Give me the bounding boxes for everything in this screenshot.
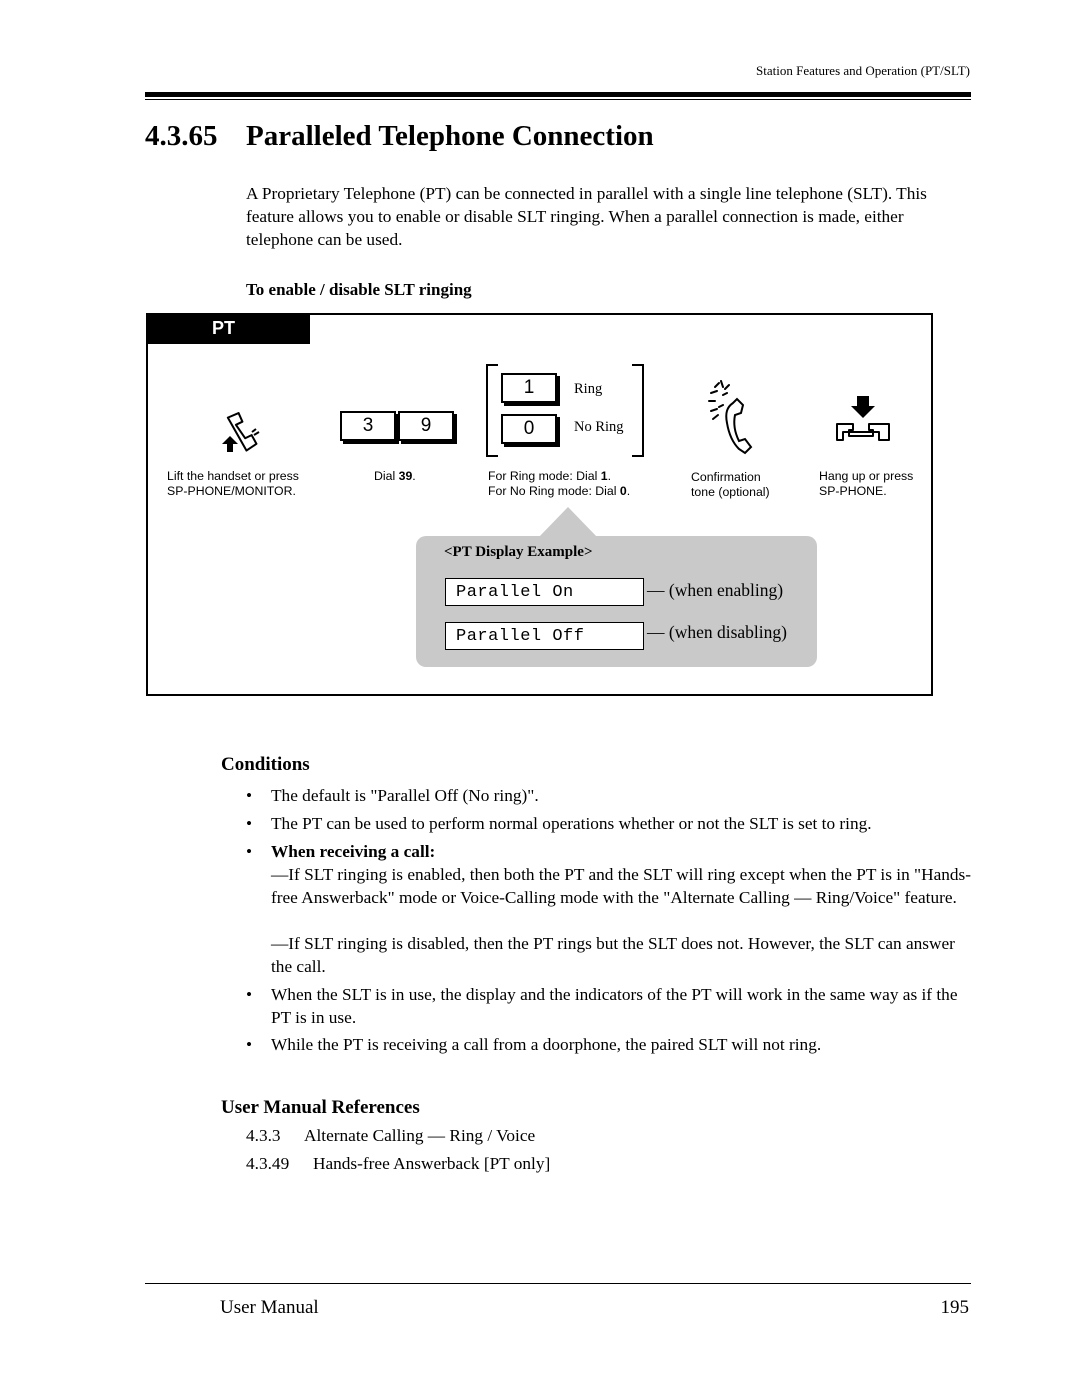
reference-1 [246,1126,535,1146]
offhook-caption-line1: Lift the handset or press [167,469,299,483]
ring-label: Ring [574,381,603,397]
header-rule-thin [145,99,971,100]
section-title-text: Paralleled Telephone Connection [246,120,654,152]
offhook-caption-line2: SP-PHONE/MONITOR. [167,484,296,498]
no-ring-mode-code: 0 [619,484,627,498]
condition-item-3-para2: —If SLT ringing is disabled, then the PT rings but the SLT does not. However, the SLT can answer the call. [271,934,955,976]
intro-paragraph: A Proprietary Telephone (PT) can be connected in parallel with a single line telephone (SLT). This feature allows you to enable or disable SLT ringing. When a parallel connection is made, either telephone can be used. [246,184,927,249]
dial-caption [374,469,416,484]
condition-item-4: When the SLT is in use, the display and the indicators of the PT will work in the same way as if the PT is in use. [271,985,958,1027]
dial-caption-suffix: . [412,469,416,483]
select-bracket-left-top [486,364,498,366]
reference-2-number: 4.3.49 [246,1154,290,1173]
dial-caption-prefix: Dial [374,469,399,483]
select-caption-line2 [488,484,630,499]
hang-up-caption-line1: Hang up or press [819,469,914,483]
references-heading: User Manual References [221,1097,420,1118]
when-enabling-note: — (when enabling) [647,580,784,600]
tone-caption [691,470,770,500]
footer-manual-name: User Manual [220,1297,319,1318]
no-ring-label: No Ring [574,419,624,435]
display-example-title: <PT Display Example> [444,544,593,560]
select-bracket-left [486,364,488,457]
select-bracket-right [642,364,644,457]
select-bracket-right-bottom [632,455,644,457]
dial-key-9: 9 [398,411,454,441]
hang-up-caption [819,469,913,499]
select-bracket-left-bottom [486,455,498,457]
page-number: 195 [940,1297,969,1318]
hang-up-icon [833,396,893,446]
condition-item-3-para1: —If SLT ringing is enabled, then both the PT and the SLT will ring except when the PT is in "Hands-free Answerback" mode or Voice-Calling mode with the "Alternate Calling — Ring/Voice" feature. [271,865,971,907]
no-ring-mode-suffix: . [626,484,631,498]
bullet-2: • [246,814,253,833]
reference-2 [246,1154,550,1174]
bullet-3: • [246,842,253,861]
confirmation-tone-icon [703,377,761,457]
select-key-1: 1 [501,373,557,403]
when-disabling-note: — (when disabling) [647,622,787,642]
no-ring-mode-text: For No Ring mode: Dial [488,484,620,498]
select-caption-line1 [488,469,630,484]
procedure-heading: To enable / disable SLT ringing [246,280,472,299]
footer-rule [145,1283,971,1284]
section-title [145,120,654,153]
reference-1-title: Alternate Calling — Ring / Voice [304,1126,536,1145]
tone-caption-line2: tone (optional) [691,485,770,499]
section-number: 4.3.65 [145,120,218,152]
select-key-0: 0 [501,414,557,444]
display-bubble-pointer [538,507,598,538]
select-caption [488,469,630,499]
select-bracket-right-top [632,364,644,366]
lcd-parallel-on: Parallel On [445,578,644,606]
reference-1-number: 4.3.3 [246,1126,281,1145]
hang-up-caption-line2: SP-PHONE. [819,484,887,498]
offhook-caption [167,469,299,499]
conditions-heading: Conditions [221,754,310,775]
running-header: Station Features and Operation (PT/SLT) [756,63,970,78]
tone-caption-line1: Confirmation [691,470,761,484]
handset-offhook-icon [218,410,274,456]
dial-caption-code: 39 [398,469,413,483]
ring-mode-suffix: . [607,469,612,483]
condition-item-1: The default is "Parallel Off (No ring)". [271,786,539,805]
dial-key-3: 3 [340,411,396,441]
condition-item-5: While the PT is receiving a call from a doorphone, the paired SLT will not ring. [271,1035,822,1054]
bullet-4: • [246,985,253,1004]
pt-tag: PT [148,315,310,344]
condition-item-2: The PT can be used to perform normal operations whether or not the SLT is set to ring. [271,814,872,833]
ring-mode-code: 1 [600,469,608,483]
header-rule-thick [145,92,971,97]
bullet-5: • [246,1035,253,1054]
condition-item-3-heading: When receiving a call: [271,842,436,861]
lcd-parallel-off: Parallel Off [445,622,644,650]
bullet-1: • [246,786,253,805]
ring-mode-text: For Ring mode: Dial [488,469,601,483]
reference-2-title: Hands-free Answerback [PT only] [313,1154,551,1173]
